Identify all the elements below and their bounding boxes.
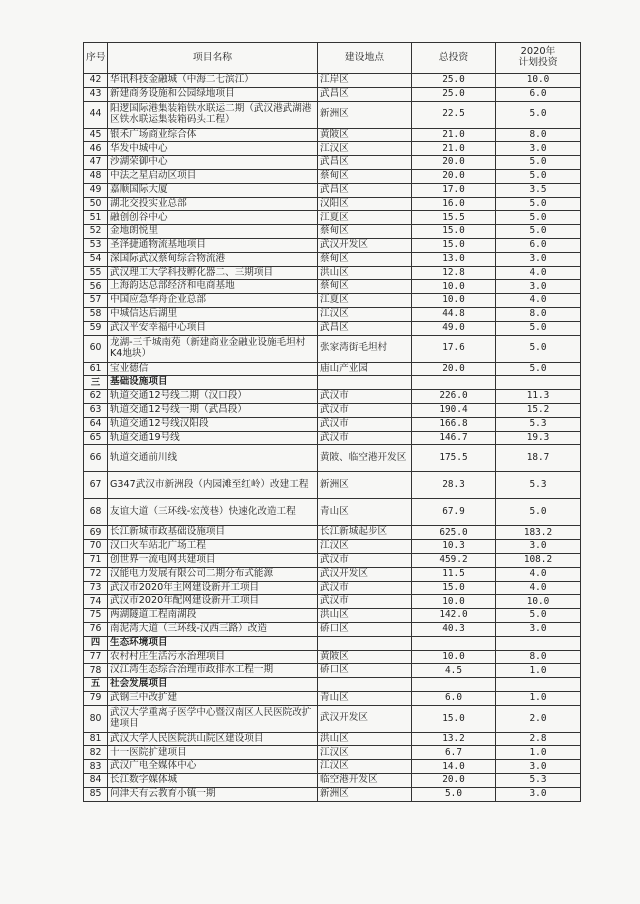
row-number: 55 — [84, 266, 108, 280]
planned-investment: 3.0 — [496, 252, 581, 266]
table-row — [84, 335, 581, 362]
row-number: 78 — [84, 664, 108, 678]
row-number: 57 — [84, 294, 108, 308]
table-row — [84, 445, 581, 472]
project-location: 武汉市 — [318, 581, 412, 595]
table-row — [84, 74, 581, 88]
header-location: 建设地点 — [318, 43, 412, 74]
project-name: 生态环境项目 — [108, 636, 318, 650]
planned-investment: 1.0 — [496, 746, 581, 760]
row-number: 43 — [84, 87, 108, 101]
table-row — [84, 581, 581, 595]
project-location: 武昌区 — [318, 87, 412, 101]
row-number: 85 — [84, 787, 108, 801]
project-location: 武汉开发区 — [318, 567, 412, 581]
total-investment: 20.0 — [412, 169, 496, 183]
planned-investment — [496, 376, 581, 390]
table-row — [84, 238, 581, 252]
project-name: 武汉大学重离子医学中心暨汉南区人民医院改扩建项目 — [108, 705, 318, 732]
project-name: 武汉平安幸福中心项目 — [108, 321, 318, 335]
project-location: 洪山区 — [318, 609, 412, 623]
section-row — [84, 376, 581, 390]
project-location: 黄陂区 — [318, 650, 412, 664]
project-name: 轨道交通12号线二期（汉口段） — [108, 390, 318, 404]
planned-investment: 3.0 — [496, 787, 581, 801]
planned-investment: 3.0 — [496, 760, 581, 774]
table-row — [84, 156, 581, 170]
row-number: 48 — [84, 169, 108, 183]
row-number: 52 — [84, 225, 108, 239]
table-row — [84, 609, 581, 623]
row-number: 56 — [84, 280, 108, 294]
project-location: 新洲区 — [318, 787, 412, 801]
project-location: 蔡甸区 — [318, 169, 412, 183]
total-investment: 21.0 — [412, 142, 496, 156]
header-plan-line2: 计划投资 — [518, 57, 558, 68]
project-name: 深国际武汉蔡甸综合物流港 — [108, 252, 318, 266]
table-row — [84, 321, 581, 335]
project-location — [318, 636, 412, 650]
total-investment: 11.5 — [412, 567, 496, 581]
project-location: 庙山产业园 — [318, 362, 412, 376]
header-name: 项目名称 — [108, 43, 318, 74]
row-number: 67 — [84, 472, 108, 499]
row-number: 82 — [84, 746, 108, 760]
table-row — [84, 732, 581, 746]
table-row — [84, 622, 581, 636]
planned-investment: 5.3 — [496, 774, 581, 788]
project-location: 江汉区 — [318, 760, 412, 774]
project-name: 融创创谷中心 — [108, 211, 318, 225]
total-investment: 15.0 — [412, 238, 496, 252]
project-name: 友谊大道（三环线-宏茂巷）快速化改造工程 — [108, 499, 318, 526]
project-name: 龙湖-三千城南苑（新建商业金融业设施毛坦村K4地块） — [108, 335, 318, 362]
planned-investment: 11.3 — [496, 390, 581, 404]
project-location: 临空港开发区 — [318, 774, 412, 788]
row-number: 47 — [84, 156, 108, 170]
row-number: 63 — [84, 403, 108, 417]
row-number: 81 — [84, 732, 108, 746]
section-row — [84, 636, 581, 650]
total-investment: 459.2 — [412, 553, 496, 567]
row-number: 53 — [84, 238, 108, 252]
planned-investment: 5.0 — [496, 335, 581, 362]
total-investment: 67.9 — [412, 499, 496, 526]
total-investment: 25.0 — [412, 87, 496, 101]
row-number: 73 — [84, 581, 108, 595]
total-investment: 15.0 — [412, 225, 496, 239]
total-investment: 190.4 — [412, 403, 496, 417]
project-name: 华发中城中心 — [108, 142, 318, 156]
total-investment: 10.3 — [412, 540, 496, 554]
table-row — [84, 691, 581, 705]
project-name: 圣泽捷通物流基地项目 — [108, 238, 318, 252]
table-row — [84, 760, 581, 774]
row-number: 60 — [84, 335, 108, 362]
total-investment: 226.0 — [412, 390, 496, 404]
project-location: 洪山区 — [318, 266, 412, 280]
project-location: 张家湾街毛坦村 — [318, 335, 412, 362]
project-name: 长江数字媒体城 — [108, 774, 318, 788]
table-row — [84, 101, 581, 128]
planned-investment: 5.3 — [496, 417, 581, 431]
project-location: 江汉区 — [318, 540, 412, 554]
project-name: 金地朗悦里 — [108, 225, 318, 239]
project-location: 武汉市 — [318, 553, 412, 567]
total-investment: 166.8 — [412, 417, 496, 431]
project-location: 武汉市 — [318, 390, 412, 404]
project-location: 江夏区 — [318, 294, 412, 308]
row-number: 69 — [84, 526, 108, 540]
table-row — [84, 553, 581, 567]
planned-investment: 8.0 — [496, 650, 581, 664]
project-location: 江汉区 — [318, 307, 412, 321]
project-location: 武汉开发区 — [318, 705, 412, 732]
project-name: G347武汉市新洲段（内园滩至红岭）改建工程 — [108, 472, 318, 499]
table-row — [84, 197, 581, 211]
planned-investment: 2.0 — [496, 705, 581, 732]
table-row — [84, 567, 581, 581]
table-row — [84, 664, 581, 678]
project-location: 江岸区 — [318, 74, 412, 88]
row-number: 45 — [84, 128, 108, 142]
project-location: 武汉市 — [318, 417, 412, 431]
total-investment: 17.0 — [412, 183, 496, 197]
total-investment: 625.0 — [412, 526, 496, 540]
row-number: 五 — [84, 678, 108, 692]
total-investment: 4.5 — [412, 664, 496, 678]
header-plan — [496, 43, 581, 74]
project-name: 两湖隧道工程南湖段 — [108, 609, 318, 623]
table-row — [84, 403, 581, 417]
row-number: 51 — [84, 211, 108, 225]
total-investment: 15.0 — [412, 581, 496, 595]
total-investment: 10.0 — [412, 294, 496, 308]
project-name: 中城信达后湖里 — [108, 307, 318, 321]
row-number: 77 — [84, 650, 108, 664]
total-investment: 175.5 — [412, 445, 496, 472]
row-number: 72 — [84, 567, 108, 581]
project-location: 武汉市 — [318, 403, 412, 417]
table-row — [84, 169, 581, 183]
row-number: 61 — [84, 362, 108, 376]
table-row — [84, 128, 581, 142]
project-name: 武汉大学人民医院洪山院区建设项目 — [108, 732, 318, 746]
planned-investment: 5.0 — [496, 499, 581, 526]
total-investment — [412, 636, 496, 650]
total-investment: 13.2 — [412, 732, 496, 746]
project-name: 轨道交通12号线一期（武昌段） — [108, 403, 318, 417]
planned-investment: 6.0 — [496, 87, 581, 101]
project-name: 轨道交通前川线 — [108, 445, 318, 472]
table-row — [84, 499, 581, 526]
planned-investment: 5.0 — [496, 362, 581, 376]
project-location: 蔡甸区 — [318, 252, 412, 266]
table-row — [84, 87, 581, 101]
planned-investment: 5.0 — [496, 225, 581, 239]
planned-investment: 2.8 — [496, 732, 581, 746]
total-investment: 142.0 — [412, 609, 496, 623]
row-number: 74 — [84, 595, 108, 609]
row-number: 79 — [84, 691, 108, 705]
table-row — [84, 294, 581, 308]
row-number: 44 — [84, 101, 108, 128]
row-number: 62 — [84, 390, 108, 404]
project-name: 中法之星启动区项目 — [108, 169, 318, 183]
section-row — [84, 678, 581, 692]
table-row — [84, 526, 581, 540]
total-investment: 10.0 — [412, 650, 496, 664]
project-location: 青山区 — [318, 691, 412, 705]
planned-investment: 5.0 — [496, 609, 581, 623]
total-investment: 20.0 — [412, 362, 496, 376]
project-location: 青山区 — [318, 499, 412, 526]
project-name: 南泥湾大道（三环线-汉西三路）改造 — [108, 622, 318, 636]
planned-investment: 5.0 — [496, 101, 581, 128]
project-location: 江夏区 — [318, 211, 412, 225]
row-number: 59 — [84, 321, 108, 335]
project-name: 宝业德信 — [108, 362, 318, 376]
planned-investment: 15.2 — [496, 403, 581, 417]
row-number: 58 — [84, 307, 108, 321]
row-number: 75 — [84, 609, 108, 623]
row-number: 64 — [84, 417, 108, 431]
table-row — [84, 540, 581, 554]
total-investment: 6.7 — [412, 746, 496, 760]
row-number: 50 — [84, 197, 108, 211]
row-number: 70 — [84, 540, 108, 554]
project-location: 新洲区 — [318, 101, 412, 128]
row-number: 42 — [84, 74, 108, 88]
row-number: 68 — [84, 499, 108, 526]
planned-investment: 6.0 — [496, 238, 581, 252]
total-investment: 16.0 — [412, 197, 496, 211]
total-investment: 15.0 — [412, 705, 496, 732]
project-name: 武汉市2020年主网建设新开工项目 — [108, 581, 318, 595]
project-location: 江汉区 — [318, 746, 412, 760]
project-name: 华讯科技金融城（中海二七滨江） — [108, 74, 318, 88]
project-location: 武昌区 — [318, 183, 412, 197]
total-investment: 146.7 — [412, 431, 496, 445]
planned-investment — [496, 678, 581, 692]
planned-investment: 4.0 — [496, 294, 581, 308]
project-location: 汉阳区 — [318, 197, 412, 211]
project-name: 上海韵达总部经济和电商基地 — [108, 280, 318, 294]
planned-investment — [496, 636, 581, 650]
project-location: 硚口区 — [318, 622, 412, 636]
project-location — [318, 678, 412, 692]
total-investment: 28.3 — [412, 472, 496, 499]
row-number: 80 — [84, 705, 108, 732]
total-investment: 25.0 — [412, 74, 496, 88]
table-row — [84, 595, 581, 609]
planned-investment: 18.7 — [496, 445, 581, 472]
total-investment: 10.0 — [412, 280, 496, 294]
planned-investment: 4.0 — [496, 581, 581, 595]
project-name: 汉江湾生态综合治理市政排水工程一期 — [108, 664, 318, 678]
row-number: 66 — [84, 445, 108, 472]
project-location — [318, 376, 412, 390]
investment-table — [83, 42, 581, 802]
planned-investment: 3.0 — [496, 540, 581, 554]
project-location: 武昌区 — [318, 321, 412, 335]
table-row — [84, 746, 581, 760]
planned-investment: 183.2 — [496, 526, 581, 540]
table-row — [84, 787, 581, 801]
total-investment: 5.0 — [412, 787, 496, 801]
planned-investment: 3.0 — [496, 280, 581, 294]
row-number: 84 — [84, 774, 108, 788]
row-number: 65 — [84, 431, 108, 445]
planned-investment: 5.3 — [496, 472, 581, 499]
project-location: 洪山区 — [318, 732, 412, 746]
planned-investment: 5.0 — [496, 197, 581, 211]
table-row — [84, 774, 581, 788]
row-number: 71 — [84, 553, 108, 567]
planned-investment: 108.2 — [496, 553, 581, 567]
row-number: 83 — [84, 760, 108, 774]
project-location: 蔡甸区 — [318, 280, 412, 294]
project-name: 汉能电力发展有限公司二期分布式能源 — [108, 567, 318, 581]
total-investment: 49.0 — [412, 321, 496, 335]
project-name: 十一医院扩建项目 — [108, 746, 318, 760]
planned-investment: 4.0 — [496, 567, 581, 581]
table-row — [84, 650, 581, 664]
project-name: 湖北交投实业总部 — [108, 197, 318, 211]
planned-investment: 5.0 — [496, 211, 581, 225]
table-header-row — [84, 43, 581, 74]
table-row — [84, 705, 581, 732]
project-name: 长江新城市政基础设施项目 — [108, 526, 318, 540]
project-name: 轨道交通19号线 — [108, 431, 318, 445]
total-investment: 20.0 — [412, 156, 496, 170]
table-row — [84, 390, 581, 404]
project-location: 黄陂、临空港开发区 — [318, 445, 412, 472]
table-body — [84, 74, 581, 802]
planned-investment: 3.5 — [496, 183, 581, 197]
planned-investment: 10.0 — [496, 595, 581, 609]
table-row — [84, 252, 581, 266]
total-investment: 6.0 — [412, 691, 496, 705]
row-number: 54 — [84, 252, 108, 266]
planned-investment: 3.0 — [496, 142, 581, 156]
project-name: 银禾广场商业综合体 — [108, 128, 318, 142]
project-location: 武汉市 — [318, 431, 412, 445]
total-investment: 44.8 — [412, 307, 496, 321]
project-name: 问津天有云教育小镇一期 — [108, 787, 318, 801]
project-location: 江汉区 — [318, 142, 412, 156]
row-number: 四 — [84, 636, 108, 650]
project-name: 轨道交通12号线汉阳段 — [108, 417, 318, 431]
table-row — [84, 142, 581, 156]
table-row — [84, 225, 581, 239]
table-row — [84, 417, 581, 431]
project-name: 阳逻国际港集装箱铁水联运二期（武汉港武湖港区铁水联运集装箱码头工程） — [108, 101, 318, 128]
project-location: 武汉市 — [318, 595, 412, 609]
project-location: 硚口区 — [318, 664, 412, 678]
total-investment: 20.0 — [412, 774, 496, 788]
project-name: 汉口火车站北广场工程 — [108, 540, 318, 554]
project-name: 武钢三中改扩建 — [108, 691, 318, 705]
table-row — [84, 211, 581, 225]
total-investment: 10.0 — [412, 595, 496, 609]
project-location: 新洲区 — [318, 472, 412, 499]
row-number: 三 — [84, 376, 108, 390]
planned-investment: 19.3 — [496, 431, 581, 445]
table-row — [84, 280, 581, 294]
total-investment: 40.3 — [412, 622, 496, 636]
planned-investment: 3.0 — [496, 622, 581, 636]
project-name: 新建商务设施和公园绿地项目 — [108, 87, 318, 101]
project-location: 武昌区 — [318, 156, 412, 170]
project-location: 蔡甸区 — [318, 225, 412, 239]
row-number: 46 — [84, 142, 108, 156]
total-investment: 12.8 — [412, 266, 496, 280]
total-investment: 15.5 — [412, 211, 496, 225]
header-plan-line1: 2020年 — [520, 46, 556, 58]
planned-investment: 4.0 — [496, 266, 581, 280]
total-investment — [412, 376, 496, 390]
project-name: 嘉顺国际大厦 — [108, 183, 318, 197]
table-row — [84, 362, 581, 376]
total-investment: 14.0 — [412, 760, 496, 774]
total-investment: 17.6 — [412, 335, 496, 362]
planned-investment: 5.0 — [496, 321, 581, 335]
planned-investment: 1.0 — [496, 691, 581, 705]
project-name: 武汉市2020年配网建设新开工项目 — [108, 595, 318, 609]
project-name: 武汉理工大学科技孵化器二、三期项目 — [108, 266, 318, 280]
project-name: 社会发展项目 — [108, 678, 318, 692]
table-row — [84, 266, 581, 280]
table-row — [84, 431, 581, 445]
planned-investment: 8.0 — [496, 128, 581, 142]
planned-investment: 1.0 — [496, 664, 581, 678]
row-number: 76 — [84, 622, 108, 636]
table-row — [84, 472, 581, 499]
project-name: 创世界一流电网共建项目 — [108, 553, 318, 567]
planned-investment: 8.0 — [496, 307, 581, 321]
project-name: 基础设施项目 — [108, 376, 318, 390]
planned-investment: 5.0 — [496, 156, 581, 170]
project-location: 黄陂区 — [318, 128, 412, 142]
header-total: 总投资 — [412, 43, 496, 74]
project-name: 沙湖荣御中心 — [108, 156, 318, 170]
total-investment — [412, 678, 496, 692]
table-row — [84, 183, 581, 197]
project-name: 农村村庄生活污水治理项目 — [108, 650, 318, 664]
table-row — [84, 307, 581, 321]
total-investment: 13.0 — [412, 252, 496, 266]
total-investment: 21.0 — [412, 128, 496, 142]
project-name: 中国应急华舟企业总部 — [108, 294, 318, 308]
project-location: 武汉开发区 — [318, 238, 412, 252]
project-name: 武汉广电全媒体中心 — [108, 760, 318, 774]
planned-investment: 10.0 — [496, 74, 581, 88]
total-investment: 22.5 — [412, 101, 496, 128]
planned-investment: 5.0 — [496, 169, 581, 183]
row-number: 49 — [84, 183, 108, 197]
project-location: 长江新城起步区 — [318, 526, 412, 540]
header-no: 序号 — [84, 43, 108, 74]
